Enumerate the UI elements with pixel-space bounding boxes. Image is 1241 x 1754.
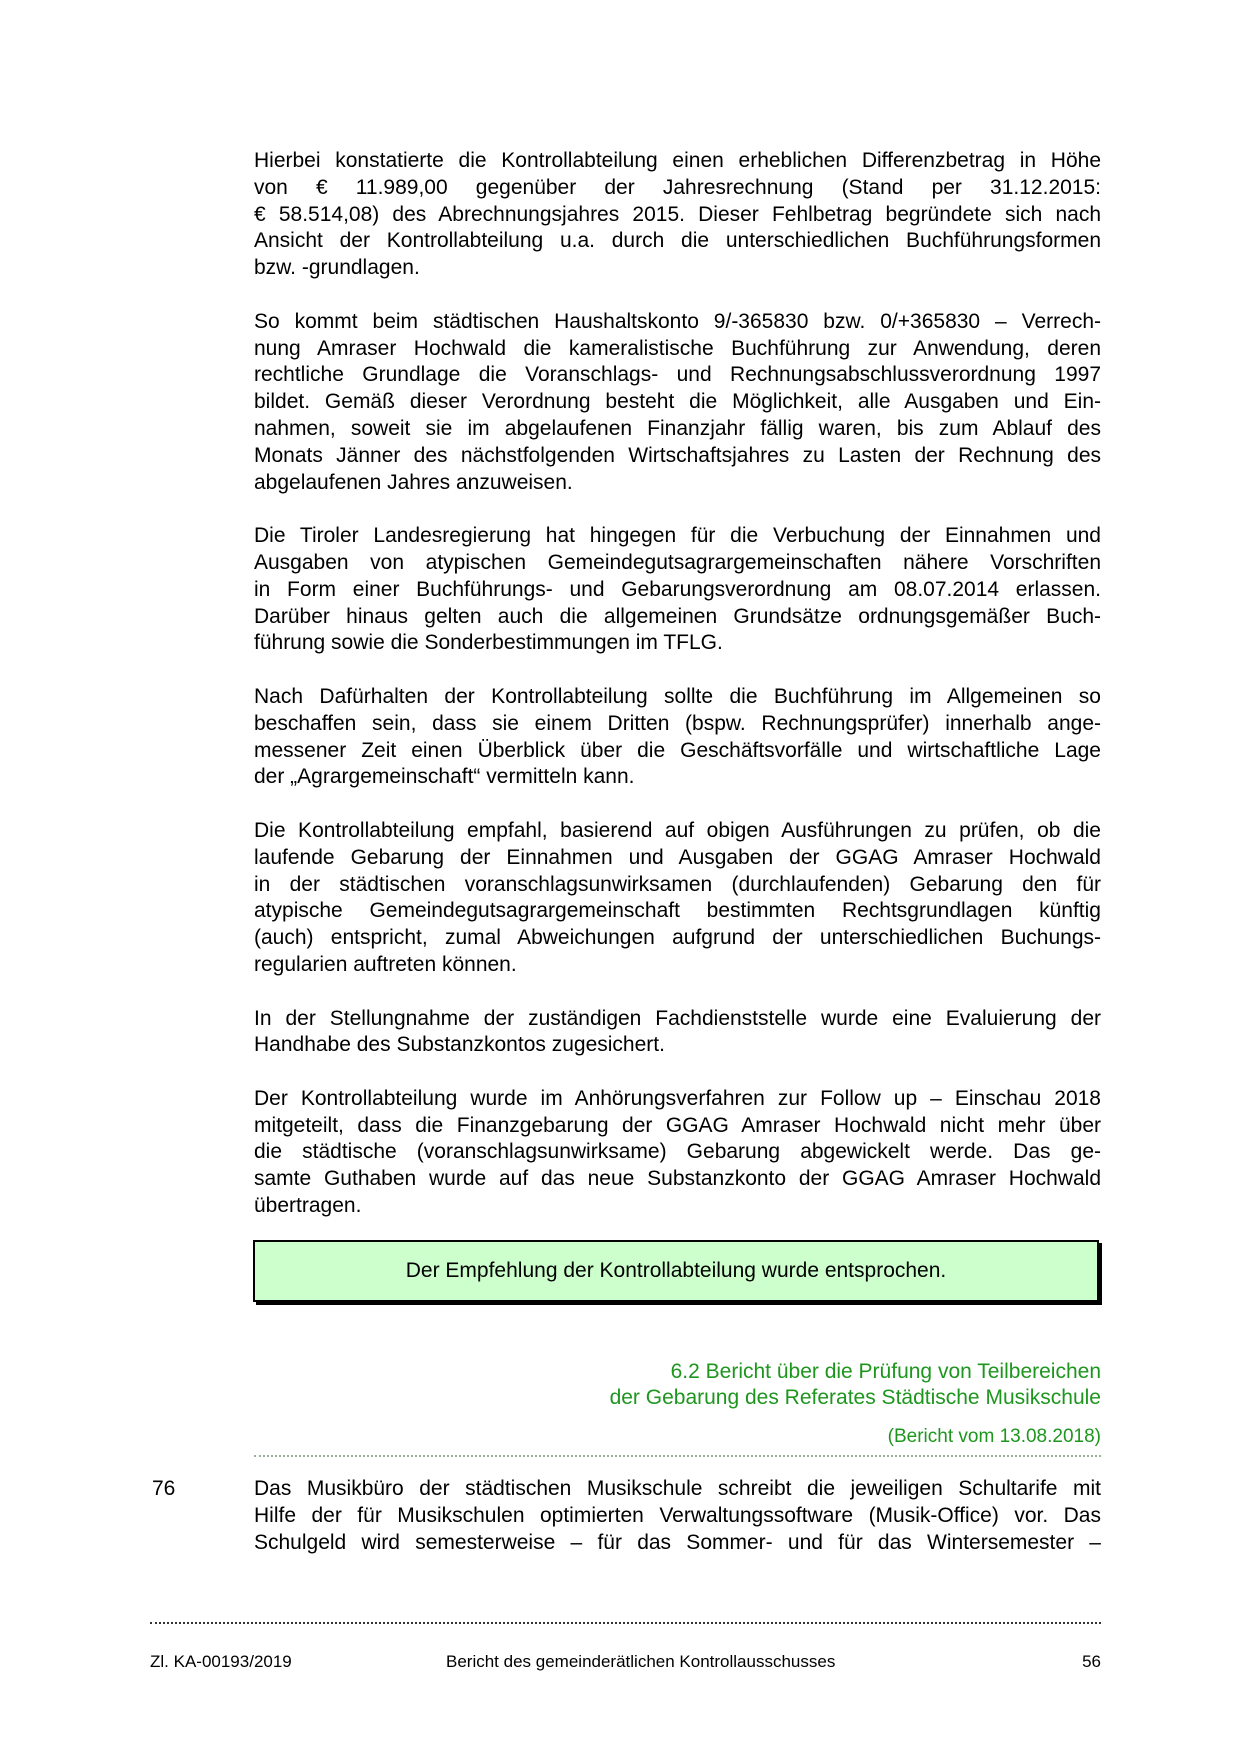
footer-reference: Zl. KA-00193/2019 [150, 1652, 292, 1671]
text-line: Hierbei konstatierte die Kontrollabteilung einen erheblichen Differenzbetrag in Höhe [254, 149, 1101, 172]
text-line: in der städtischen voranschlagsunwirksamen (durchlaufenden) Gebarung den für [254, 872, 1101, 896]
text-line: samte Guthaben wurde auf das neue Substanzkonto der GGAG Amraser Hochwald [254, 1167, 1101, 1191]
result-box [253, 1240, 1099, 1302]
text-line: Ausgaben von atypischen Gemeindegutsagrargemeinschaften nähere Vorschriften [254, 550, 1101, 574]
text-line: abgelaufenen Jahres anzuweisen. [254, 470, 573, 494]
text-line: laufende Gebarung der Einnahmen und Ausgaben der GGAG Amraser Hochwald [254, 845, 1101, 869]
text-line: messener Zeit einen Überblick über die Geschäftsvorfälle und wirtschaftliche Lage [254, 738, 1101, 762]
footer-separator [150, 1622, 1101, 1624]
text-line: bzw. -grundlagen. [254, 256, 420, 280]
result-text: Der Empfehlung der Kontrollabteilung wurde entsprochen. [405, 1259, 947, 1282]
text-line: Schulgeld wird semesterweise – für das Sommer- und für das Wintersemester – [254, 1530, 1101, 1554]
text-line: Handhabe des Substanzkontos zugesichert. [254, 1033, 665, 1057]
text-line: regularien auftreten können. [254, 952, 517, 976]
text-line: rechtliche Grundlage die Voranschlags- und Rechnungsabschlussverordnung 1997 [254, 363, 1101, 387]
text-line: Ansicht der Kontrollabteilung u.a. durch die unterschiedlichen Buchführungsformen [254, 229, 1101, 253]
page-number: 56 [1082, 1652, 1101, 1671]
text-line: übertragen. [254, 1194, 362, 1218]
text-line: beschaffen sein, dass sie einem Dritten (bspw. Rechnungsprüfer) innerhalb ange- [254, 711, 1101, 735]
text-line: In der Stellungnahme der zuständigen Fachdienststelle wurde eine Evaluierung der [254, 1006, 1101, 1030]
text-line: Nach Dafürhalten der Kontrollabteilung sollte die Buchführung im Allgemeinen so [254, 684, 1101, 708]
section-title-line1: 6.2 Bericht über die Prüfung von Teilbereichen [670, 1360, 1101, 1383]
text-line: von € 11.989,00 gegenüber der Jahresrechnung (Stand per 31.12.2015: [254, 175, 1101, 199]
text-line: € 58.514,08) des Abrechnungsjahres 2015. Dieser Fehlbetrag begründete sich nach [254, 202, 1101, 226]
text-line: Monats Jänner des nächstfolgenden Wirtschaftsjahres zu Lasten der Rechnung des [254, 443, 1101, 467]
text-line: nahmen, soweit sie im abgelaufenen Finanzjahr fällig waren, bis zum Ablauf des [254, 416, 1101, 440]
text-line: Darüber hinaus gelten auch die allgemeinen Grundsätze ordnungsgemäßer Buch- [254, 604, 1101, 628]
section-title-line2: der Gebarung des Referates Städtische Musikschule [609, 1386, 1101, 1409]
paragraph [254, 684, 1101, 791]
text-line: Die Kontrollabteilung empfahl, basierend auf obigen Ausführungen zu prüfen, ob die [254, 818, 1101, 842]
text-line: die städtische (voranschlagsunwirksame) Gebarung abgewickelt werde. Das ge- [254, 1140, 1101, 1164]
text-line: So kommt beim städtischen Haushaltskonto 9/-365830 bzw. 0/+365830 – Verrech- [254, 309, 1101, 333]
text-line: nung Amraser Hochwald die kameralistische Buchführung zur Anwendung, deren [254, 336, 1101, 360]
paragraph [254, 148, 1101, 282]
text-line: Die Tiroler Landesregierung hat hingegen für die Verbuchung der Einnahmen und [254, 524, 1101, 548]
section-separator [254, 1455, 1101, 1457]
paragraph [254, 1006, 1101, 1060]
paragraph-number: 76 [152, 1477, 176, 1500]
text-line: Das Musikbüro der städtischen Musikschule schreibt die jeweiligen Schultarife mit [254, 1477, 1101, 1500]
paragraph [254, 818, 1101, 979]
text-line: mitgeteilt, dass die Finanzgebarung der GGAG Amraser Hochwald nicht mehr über [254, 1113, 1101, 1137]
report-date: (Bericht vom 13.08.2018) [887, 1426, 1101, 1447]
paragraph-76 [254, 1476, 1101, 1556]
text-line: Hilfe der für Musikschulen optimierten Verwaltungssoftware (Musik-Office) vor. Das [254, 1503, 1101, 1527]
text-line: bildet. Gemäß dieser Verordnung besteht die Möglichkeit, alle Ausgaben und Ein- [254, 390, 1101, 414]
text-line: Der Kontrollabteilung wurde im Anhörungsverfahren zur Follow up – Einschau 2018 [254, 1086, 1101, 1110]
paragraph [254, 1086, 1101, 1220]
text-line: in Form einer Buchführungs- und Gebarungsverordnung am 08.07.2014 erlassen. [254, 577, 1101, 601]
paragraph [254, 309, 1101, 497]
text-line: der „Agrargemeinschaft“ vermitteln kann. [254, 765, 635, 789]
footer-title: Bericht des gemeinderätlichen Kontrollausschusses [446, 1652, 836, 1671]
text-line: führung sowie die Sonderbestimmungen im TFLG. [254, 631, 723, 655]
text-line: atypische Gemeindegutsagrargemeinschaft bestimmten Rechtsgrundlagen künftig [254, 899, 1101, 923]
body-text [254, 148, 1101, 1247]
paragraph [254, 523, 1101, 657]
text-line: (auch) entspricht, zumal Abweichungen aufgrund der unterschiedlichen Buchungs- [254, 926, 1101, 950]
